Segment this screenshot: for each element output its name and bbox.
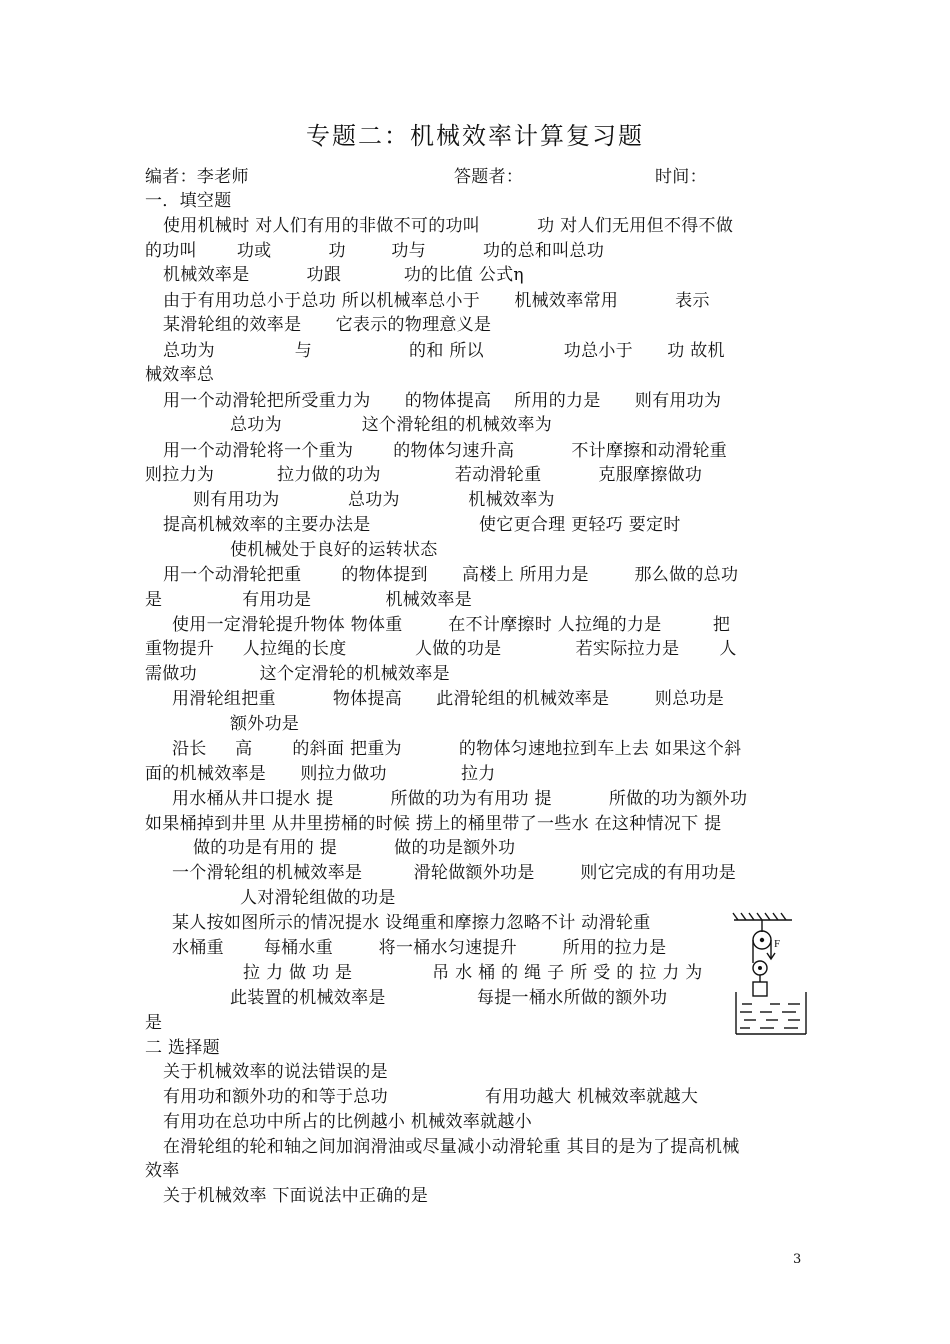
question-line: 需做功 这个定滑轮的机械效率是 bbox=[145, 664, 450, 684]
hatch bbox=[757, 913, 762, 920]
question-line: 某滑轮组的效率是 它表示的物理意义是 bbox=[163, 315, 492, 335]
question-line: 总功为 这个滑轮组的机械效率为 bbox=[230, 415, 553, 435]
hatch bbox=[733, 913, 738, 920]
question-line: 额外功是 bbox=[230, 714, 300, 734]
question-line: 面的机械效率是 则拉力做功 拉力 bbox=[145, 764, 496, 784]
question-line: 用一个动滑轮将一个重为 的物体匀速升高 不计摩擦和动滑轮重 bbox=[163, 441, 728, 461]
document-title: 专题二：机械效率计算复习题 bbox=[306, 122, 644, 150]
hatch bbox=[749, 913, 754, 920]
question-line: 由于有用功总小于总功 所以机械率总小于 机械效率常用 表示 bbox=[163, 291, 710, 311]
question-line: 的功叫 功或 功 功与 功的总和叫总功 bbox=[145, 241, 605, 261]
question-line: 一个滑轮组的机械效率是 滑轮做额外功是 则它完成的有用功是 bbox=[172, 863, 737, 883]
question-line: 拉 力 做 功 是 吊 水 桶 的 绳 子 所 受 的 拉 力 为 bbox=[243, 963, 703, 983]
question-line: 则拉力为 拉力做的功为 若动滑轮重 克服摩擦做功 bbox=[145, 465, 703, 485]
page-number: 3 bbox=[793, 1252, 802, 1267]
question-line: 是 有用功是 机械效率是 bbox=[145, 590, 473, 610]
question-line: 用一个动滑轮把重 的物体提到 高楼上 所用力是 那么做的总功 bbox=[163, 565, 739, 585]
question-line: 使用机械时 对人们有用的非做不可的功叫 功 对人们无用但不得不做 bbox=[163, 216, 734, 236]
question-line: 机械效率是 功跟 功的比值 公式η bbox=[163, 265, 524, 285]
question-line: 重物提升 人拉绳的长度 人做的功是 若实际拉力是 人 bbox=[145, 639, 737, 659]
question-line: 做的功是有用的 提 做的功是额外功 bbox=[193, 838, 516, 858]
choice-line: 关于机械效率 下面说法中正确的是 bbox=[163, 1186, 429, 1206]
force-label: F bbox=[774, 938, 781, 950]
question-line: 用滑轮组把重 物体提高 此滑轮组的机械效率是 则总功是 bbox=[172, 689, 725, 709]
question-line: 人对滑轮组做的功是 bbox=[240, 888, 396, 908]
question-line: 则有用功为 总功为 机械效率为 bbox=[193, 490, 555, 510]
choice-line: 关于机械效率的说法错误的是 bbox=[163, 1062, 388, 1082]
choice-line: 有用功和额外功的和等于总功 有用功越大 机械效率就越大 bbox=[163, 1087, 699, 1107]
hatch bbox=[773, 913, 778, 920]
question-line: 沿长 高 的斜面 把重为 的物体匀速地拉到车上去 如果这个斜 bbox=[172, 739, 742, 759]
pulley-bucket-figure bbox=[730, 910, 812, 1042]
question-line: 是 bbox=[145, 1013, 163, 1033]
section-heading-choice: 二 选择题 bbox=[145, 1038, 220, 1058]
section-heading-fill-blank: 一．填空题 bbox=[145, 191, 232, 211]
question-line: 总功为 与 的和 所以 功总小于 功 故机 bbox=[163, 341, 725, 361]
question-line: 水桶重 每桶水重 将一桶水匀速提升 所用的拉力是 bbox=[172, 938, 667, 958]
question-line: 使机械处于良好的运转状态 bbox=[230, 540, 438, 560]
hatch bbox=[741, 913, 746, 920]
question-line: 用一个动滑轮把所受重力为 的物体提高 所用的力是 则有用功为 bbox=[163, 391, 722, 411]
question-line: 如果桶掉到井里 从井里捞桶的时候 捞上的桶里带了一些水 在这种情况下 提 bbox=[145, 814, 722, 834]
question-line: 械效率总 bbox=[145, 365, 215, 385]
choice-line: 有用功在总功中所占的比例越小 机械效率就越小 bbox=[163, 1112, 533, 1132]
hatch bbox=[781, 913, 786, 920]
question-line: 用水桶从井口提水 提 所做的功为有用功 提 所做的功为额外功 bbox=[172, 789, 748, 809]
author-label: 编者：李老师 bbox=[145, 167, 249, 187]
question-line: 此装置的机械效率是 每提一桶水所做的额外功 bbox=[230, 988, 668, 1008]
question-line: 使用一定滑轮提升物体 物体重 在不计摩擦时 人拉绳的力是 把 bbox=[172, 615, 731, 635]
time-label: 时间： bbox=[655, 167, 707, 187]
choice-line: 在滑轮组的轮和轴之间加润滑油或尽量减小动滑轮重 其目的是为了提高机械 bbox=[163, 1137, 740, 1157]
question-line: 提高机械效率的主要办法是 使它更合理 更轻巧 要定时 bbox=[163, 515, 681, 535]
answerer-label: 答题者： bbox=[454, 167, 524, 187]
question-line: 某人按如图所示的情况提水 设绳重和摩擦力忽略不计 动滑轮重 bbox=[172, 913, 651, 933]
hatch bbox=[765, 913, 770, 920]
choice-line: 效率 bbox=[145, 1161, 180, 1181]
bucket bbox=[753, 982, 767, 996]
